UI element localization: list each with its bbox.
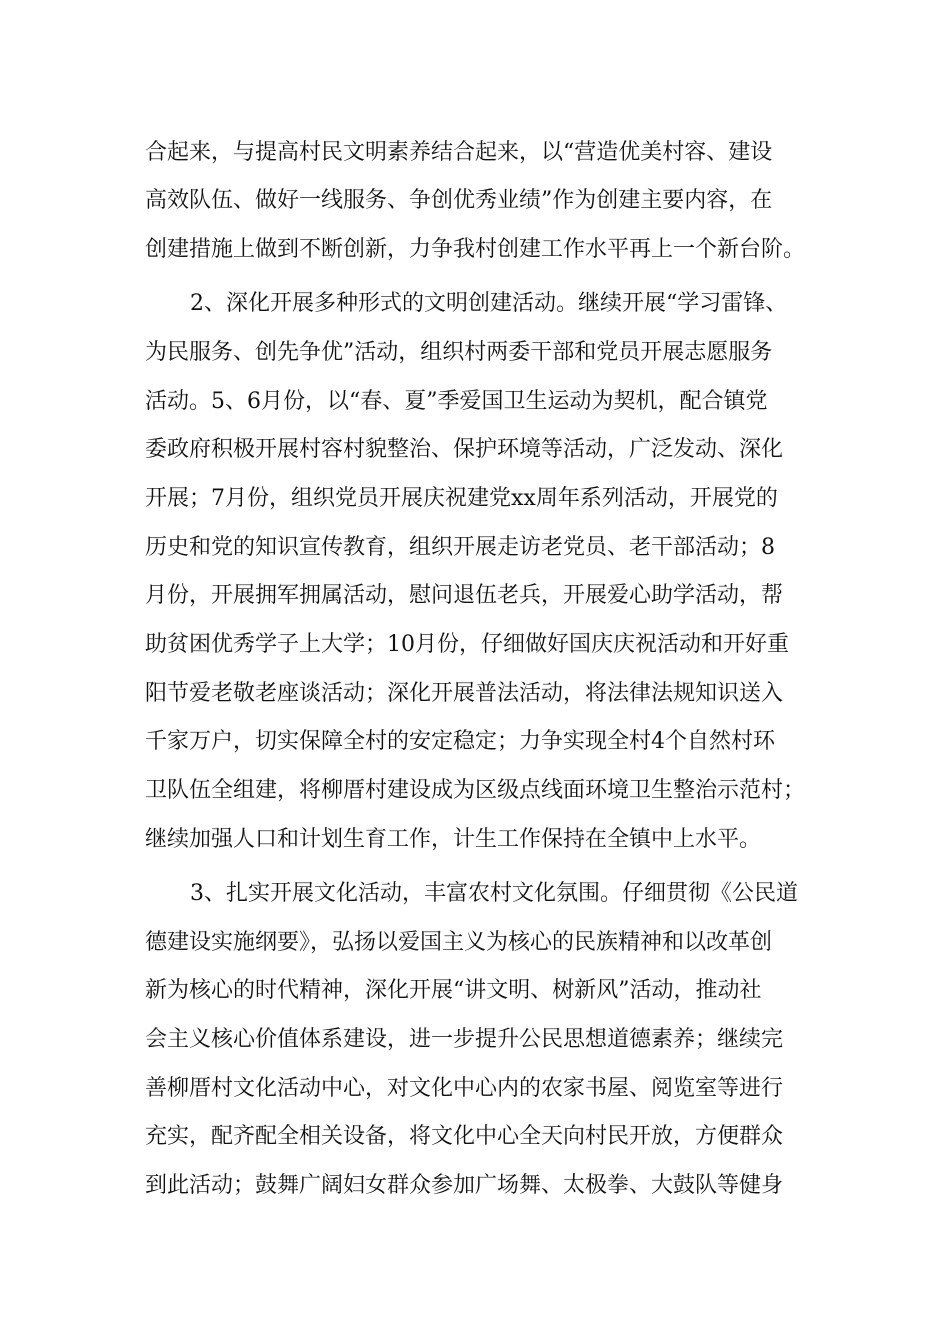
paragraph-start-3: 3、扎实开展文化活动，丰富农村文化氛围。仔细贯彻《公民道	[190, 881, 798, 906]
text-line: 高效队伍、做好一线服务、争创优秀业绩”作为创建主要内容，在	[145, 188, 773, 213]
text-line: 创建措施上做到不断创新，力争我村创建工作水平再上一个新台阶。	[145, 237, 806, 262]
paragraph-start-2: 2、深化开展多种形式的文明创建活动。继续开展“学习雷锋、	[190, 291, 788, 316]
text-line: 继续加强人口和计划生育工作，计生工作保持在全镇中上水平。	[145, 827, 762, 852]
text-line: 善柳厝村文化活动中心，对文化中心内的农家书屋、阅览室等进行	[145, 1076, 784, 1101]
text-line: 卫队伍全组建，将柳厝村建设成为区级点线面环境卫生整治示范村；	[145, 778, 806, 803]
text-line: 合起来，与提高村民文明素养结合起来，以“营造优美村容、建设	[145, 140, 773, 165]
text-line: 到此活动；鼓舞广阔妇女群众参加广场舞、太极拳、大鼓队等健身	[145, 1173, 784, 1198]
text-line: 会主义核心价值体系建设，进一步提升公民思想道德素养；继续完	[145, 1027, 784, 1052]
text-line: 千家万户，切实保障全村的安定稳定；力争实现全村4个自然村环	[145, 729, 775, 754]
text-line: 新为核心的时代精神，深化开展“讲文明、树新风”活动，推动社	[145, 978, 762, 1003]
text-line: 开展；7月份，组织党员开展庆祝建党xx周年系列活动，开展党的	[145, 486, 778, 511]
text-line: 活动。5、6月份，以“春、夏”季爱国卫生运动为契机，配合镇党	[145, 389, 768, 414]
text-line: 助贫困优秀学子上大学；10月份，仔细做好国庆庆祝活动和开好重	[145, 632, 789, 657]
text-line: 德建设实施纲要》，弘扬以爱国主义为核心的民族精神和以改革创	[145, 930, 773, 955]
text-line: 委政府积极开展村容村貌整治、保护环境等活动，广泛发动、深化	[145, 437, 784, 462]
text-line: 阳节爱老敬老座谈活动；深化开展普法活动，将法律法规知识送入	[145, 681, 784, 706]
text-line: 历史和党的知识宣传教育，组织开展走访老党员、老干部活动；8	[145, 535, 775, 560]
text-line: 为民服务、创先争优”活动，组织村两委干部和党员开展志愿服务	[145, 340, 773, 365]
text-line: 月份，开展拥军拥属活动，慰问退伍老兵，开展爱心助学活动，帮	[145, 583, 784, 608]
text-line: 充实，配齐配全相关设备，将文化中心全天向村民开放，方便群众	[145, 1124, 784, 1149]
